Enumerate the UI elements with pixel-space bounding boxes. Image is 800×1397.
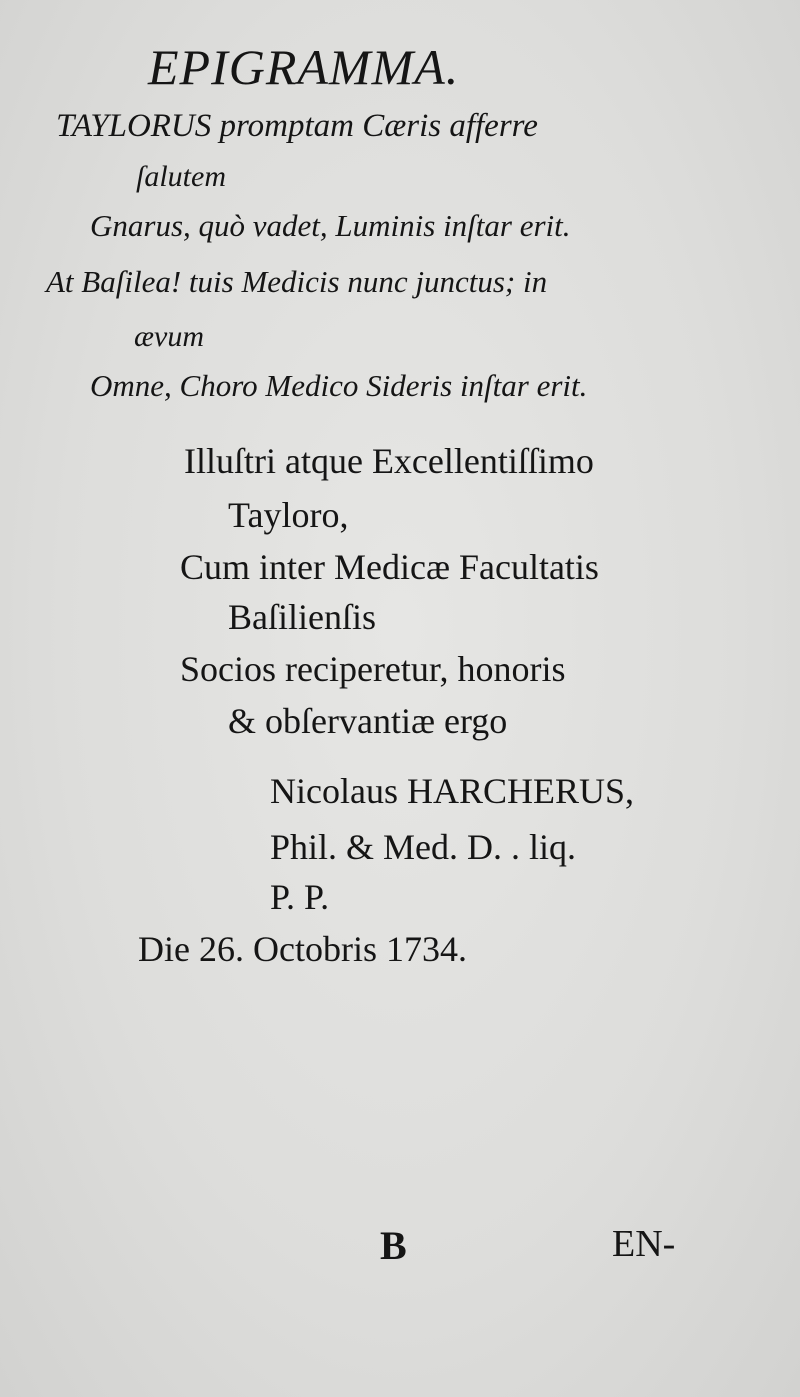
catchword: EN- (612, 1223, 676, 1265)
epigram-line-5: ævum (134, 320, 204, 353)
signature-mark: B (380, 1223, 407, 1268)
dedication-line-1: Illuſtri atque Excellentiſſimo (184, 441, 594, 481)
author-title: P. P. (270, 877, 330, 917)
epigram-line-6: Omne, Choro Medico Sideris inſtar erit. (90, 368, 588, 403)
epigram-line-4: At Baſilea! tuis Medicis nunc junctus; in (46, 264, 548, 299)
epigram-line-3: Gnarus, quò vadet, Luminis inſtar erit. (90, 208, 571, 243)
epigram-title: EPIGRAMMA. (148, 39, 460, 95)
epigram-line-2: ſalutem (136, 160, 226, 193)
date-line: Die 26. Octobris 1734. (138, 929, 467, 969)
dedication-line-4: Baſilienſis (228, 597, 376, 637)
dedication-line-2: Tayloro, (228, 495, 349, 535)
dedication-line-5: Socios reciperetur, honoris (180, 649, 566, 689)
author-name: Nicolaus HARCHERUS, (270, 771, 635, 811)
dedication-line-6: & obſervantiæ ergo (228, 701, 508, 741)
epigram-line-1: TAYLORUS promptam Cæris afferre (56, 108, 538, 144)
author-degree: Phil. & Med. D. . liq. (270, 827, 577, 867)
dedication-line-3: Cum inter Medicæ Facultatis (180, 547, 599, 587)
